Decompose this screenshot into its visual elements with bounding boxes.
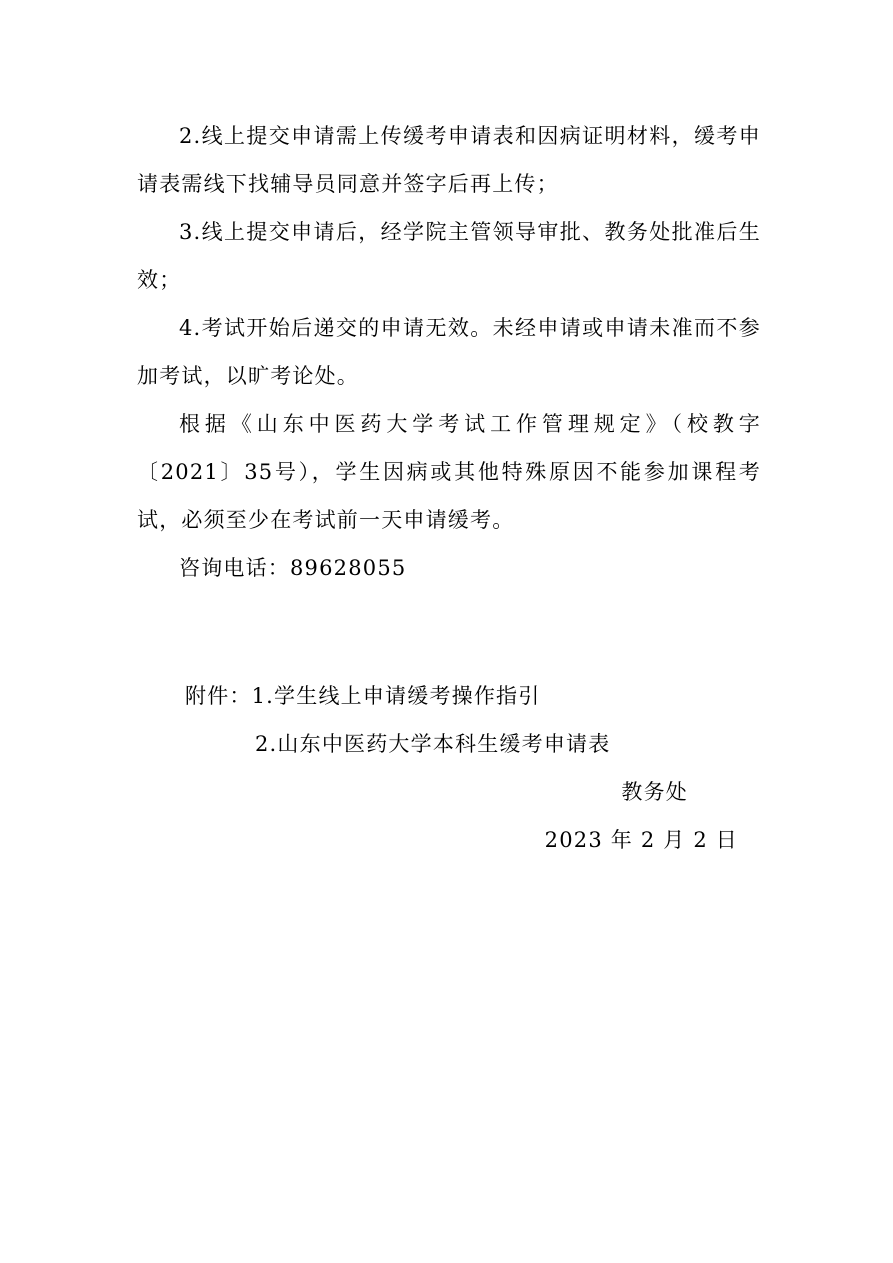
attachment-item-1: 1.学生线上申请缓考操作指引 [251, 684, 541, 708]
attachment-line-1 [185, 672, 610, 720]
attachments-label: 附件： [185, 684, 252, 708]
attachment-item-2: 2.山东中医药大学本科生缓考申请表 [255, 732, 611, 756]
paragraph-item-3: 3.线上提交申请后，经学院主管领导审批、教务处批准后生效； [137, 220, 761, 292]
issuer-signature: 教务处 [621, 780, 688, 804]
issue-date: 2023 年 2 月 2 日 [544, 828, 738, 852]
attachments-block [185, 672, 610, 768]
paragraph-regulation: 根据《山东中医药大学考试工作管理规定》（校教字〔2021〕35号），学生因病或其他特殊原因不能参加课程考试，必须至少在考试前一天申请缓考。 [137, 412, 761, 532]
attachment-line-2 [185, 720, 610, 768]
paragraph-item-2: 2.线上提交申请需上传缓考申请表和因病证明材料，缓考申请表需线下找辅导员同意并签字后再上传； [137, 124, 761, 196]
notice-body [137, 112, 761, 592]
paragraph-item-4: 4.考试开始后递交的申请无效。未经申请或申请未准而不参加考试，以旷考论处。 [137, 316, 761, 388]
paragraph-contact-phone: 咨询电话：89628055 [179, 556, 407, 580]
